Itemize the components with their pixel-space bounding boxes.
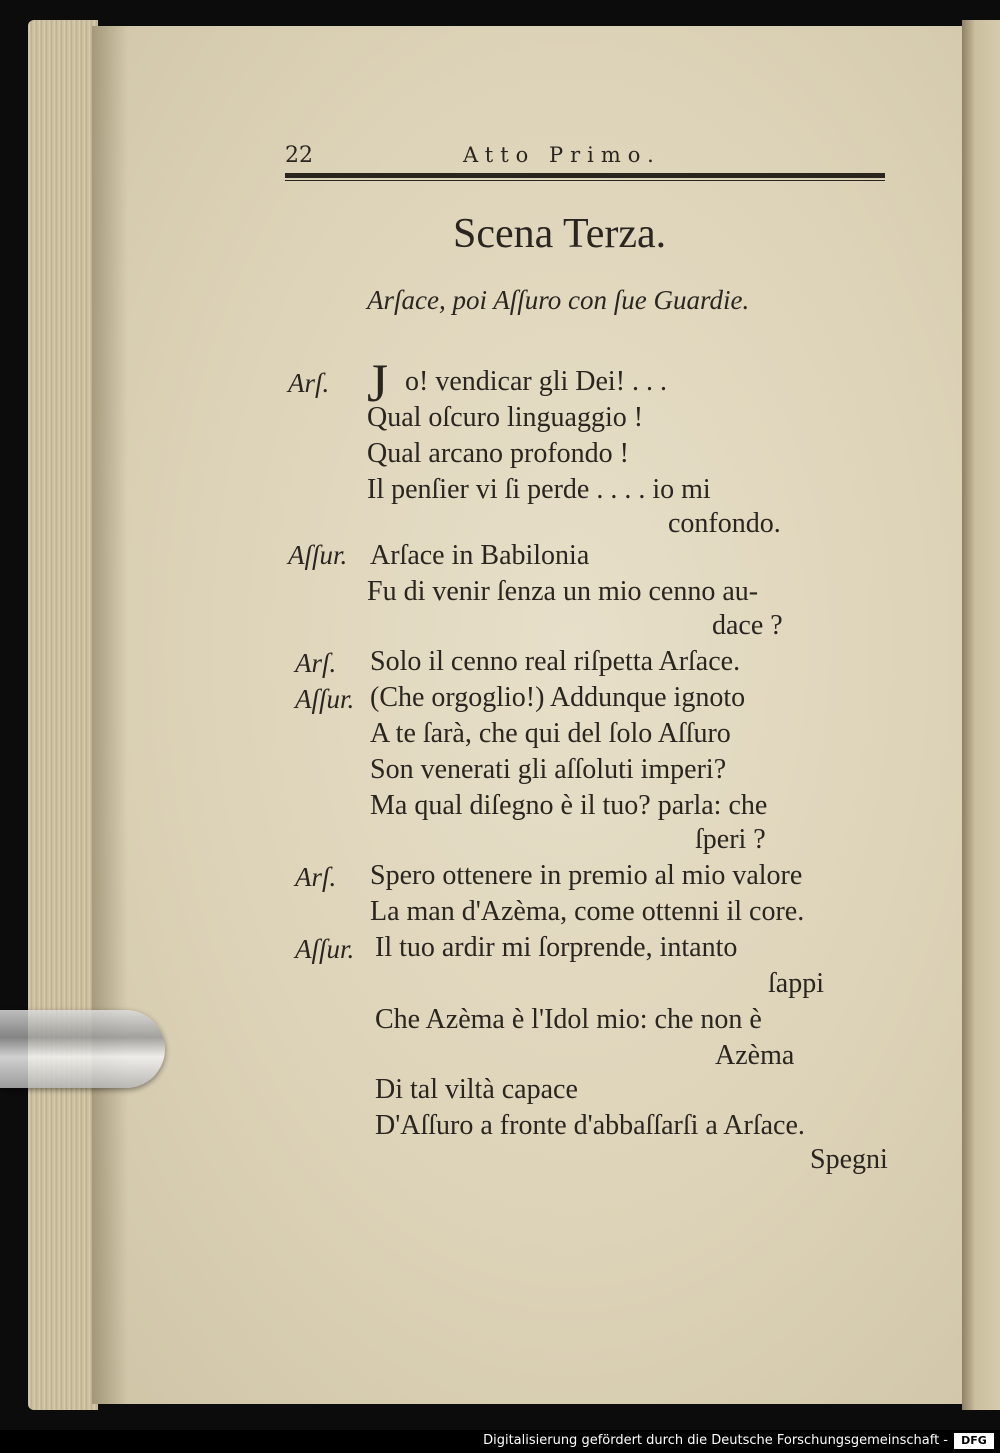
verse-line: D'Aſſuro a fronte d'abbaſſarſi a Arſace. [375, 1110, 805, 1141]
header-rule-thin [285, 180, 885, 181]
drop-capital: J [367, 353, 389, 413]
verse-line: Ma qual diſegno è il tuo? parla: che [370, 790, 768, 821]
page-number: 22 [285, 143, 313, 168]
verse-line: ſappi [768, 968, 824, 999]
verse-line: Arſace in Babilonia [370, 540, 590, 571]
verse-line: Spero ottenere in premio al mio valore [370, 860, 803, 891]
verse-line: Il tuo ardir mi ſorprende, intanto [375, 932, 738, 963]
page-clamp [0, 1010, 165, 1088]
verse-line: A te ſarà, che qui del ſolo Aſſuro [370, 718, 731, 749]
verse-line: Il penſier vi ſi perde . . . . io mi [367, 474, 711, 505]
page-gutter-shadow [92, 26, 128, 1404]
verse-line: Qual oſcuro linguaggio ! [367, 402, 644, 433]
header-rule [285, 173, 885, 178]
speaker-label: Arſ. [288, 368, 330, 398]
verse-line: Che Azèma è l'Idol mio: che non è [375, 1004, 762, 1035]
verse-line: o! vendicar gli Dei! . . . [405, 366, 668, 397]
verse-line: Solo il cenno real riſpetta Arſace. [370, 646, 741, 677]
verse-line: La man d'Azèma, come ottenni il core. [370, 896, 805, 927]
verse-line: Qual arcano profondo ! [367, 438, 630, 469]
verse-line: Di tal viltà capace [375, 1074, 578, 1105]
stage-direction: Arſace, poi Aſſuro con ſue Guardie. [367, 285, 750, 315]
speaker-label: Aſſur. [295, 934, 355, 964]
verse-line: Azèma [715, 1040, 795, 1071]
verse-line: dace ? [712, 610, 783, 641]
footer-credit: Digitalisierung gefördert durch die Deutsche Forschungsgemeinschaft - [483, 1433, 948, 1448]
facing-page-edge [962, 20, 1000, 1410]
speaker-label: Arſ. [295, 648, 337, 678]
running-title: Atto Primo. [463, 143, 661, 167]
verse-line: ſperi ? [695, 824, 766, 855]
catchword: Spegni [810, 1144, 888, 1175]
speaker-label: Aſſur. [295, 684, 355, 714]
dfg-logo: DFG [954, 1433, 994, 1449]
verse-line: (Che orgoglio!) Addunque ignoto [370, 682, 746, 713]
scene-title: Scena Terza. [453, 211, 667, 257]
speaker-label: Arſ. [295, 862, 337, 892]
verse-line: Son venerati gli aſſoluti imperi? [370, 754, 727, 785]
verse-line: confondo. [668, 508, 781, 539]
page-edges [28, 20, 98, 1410]
speaker-label: Aſſur. [288, 540, 348, 570]
verse-line: Fu di venir ſenza un mio cenno au- [367, 576, 759, 607]
